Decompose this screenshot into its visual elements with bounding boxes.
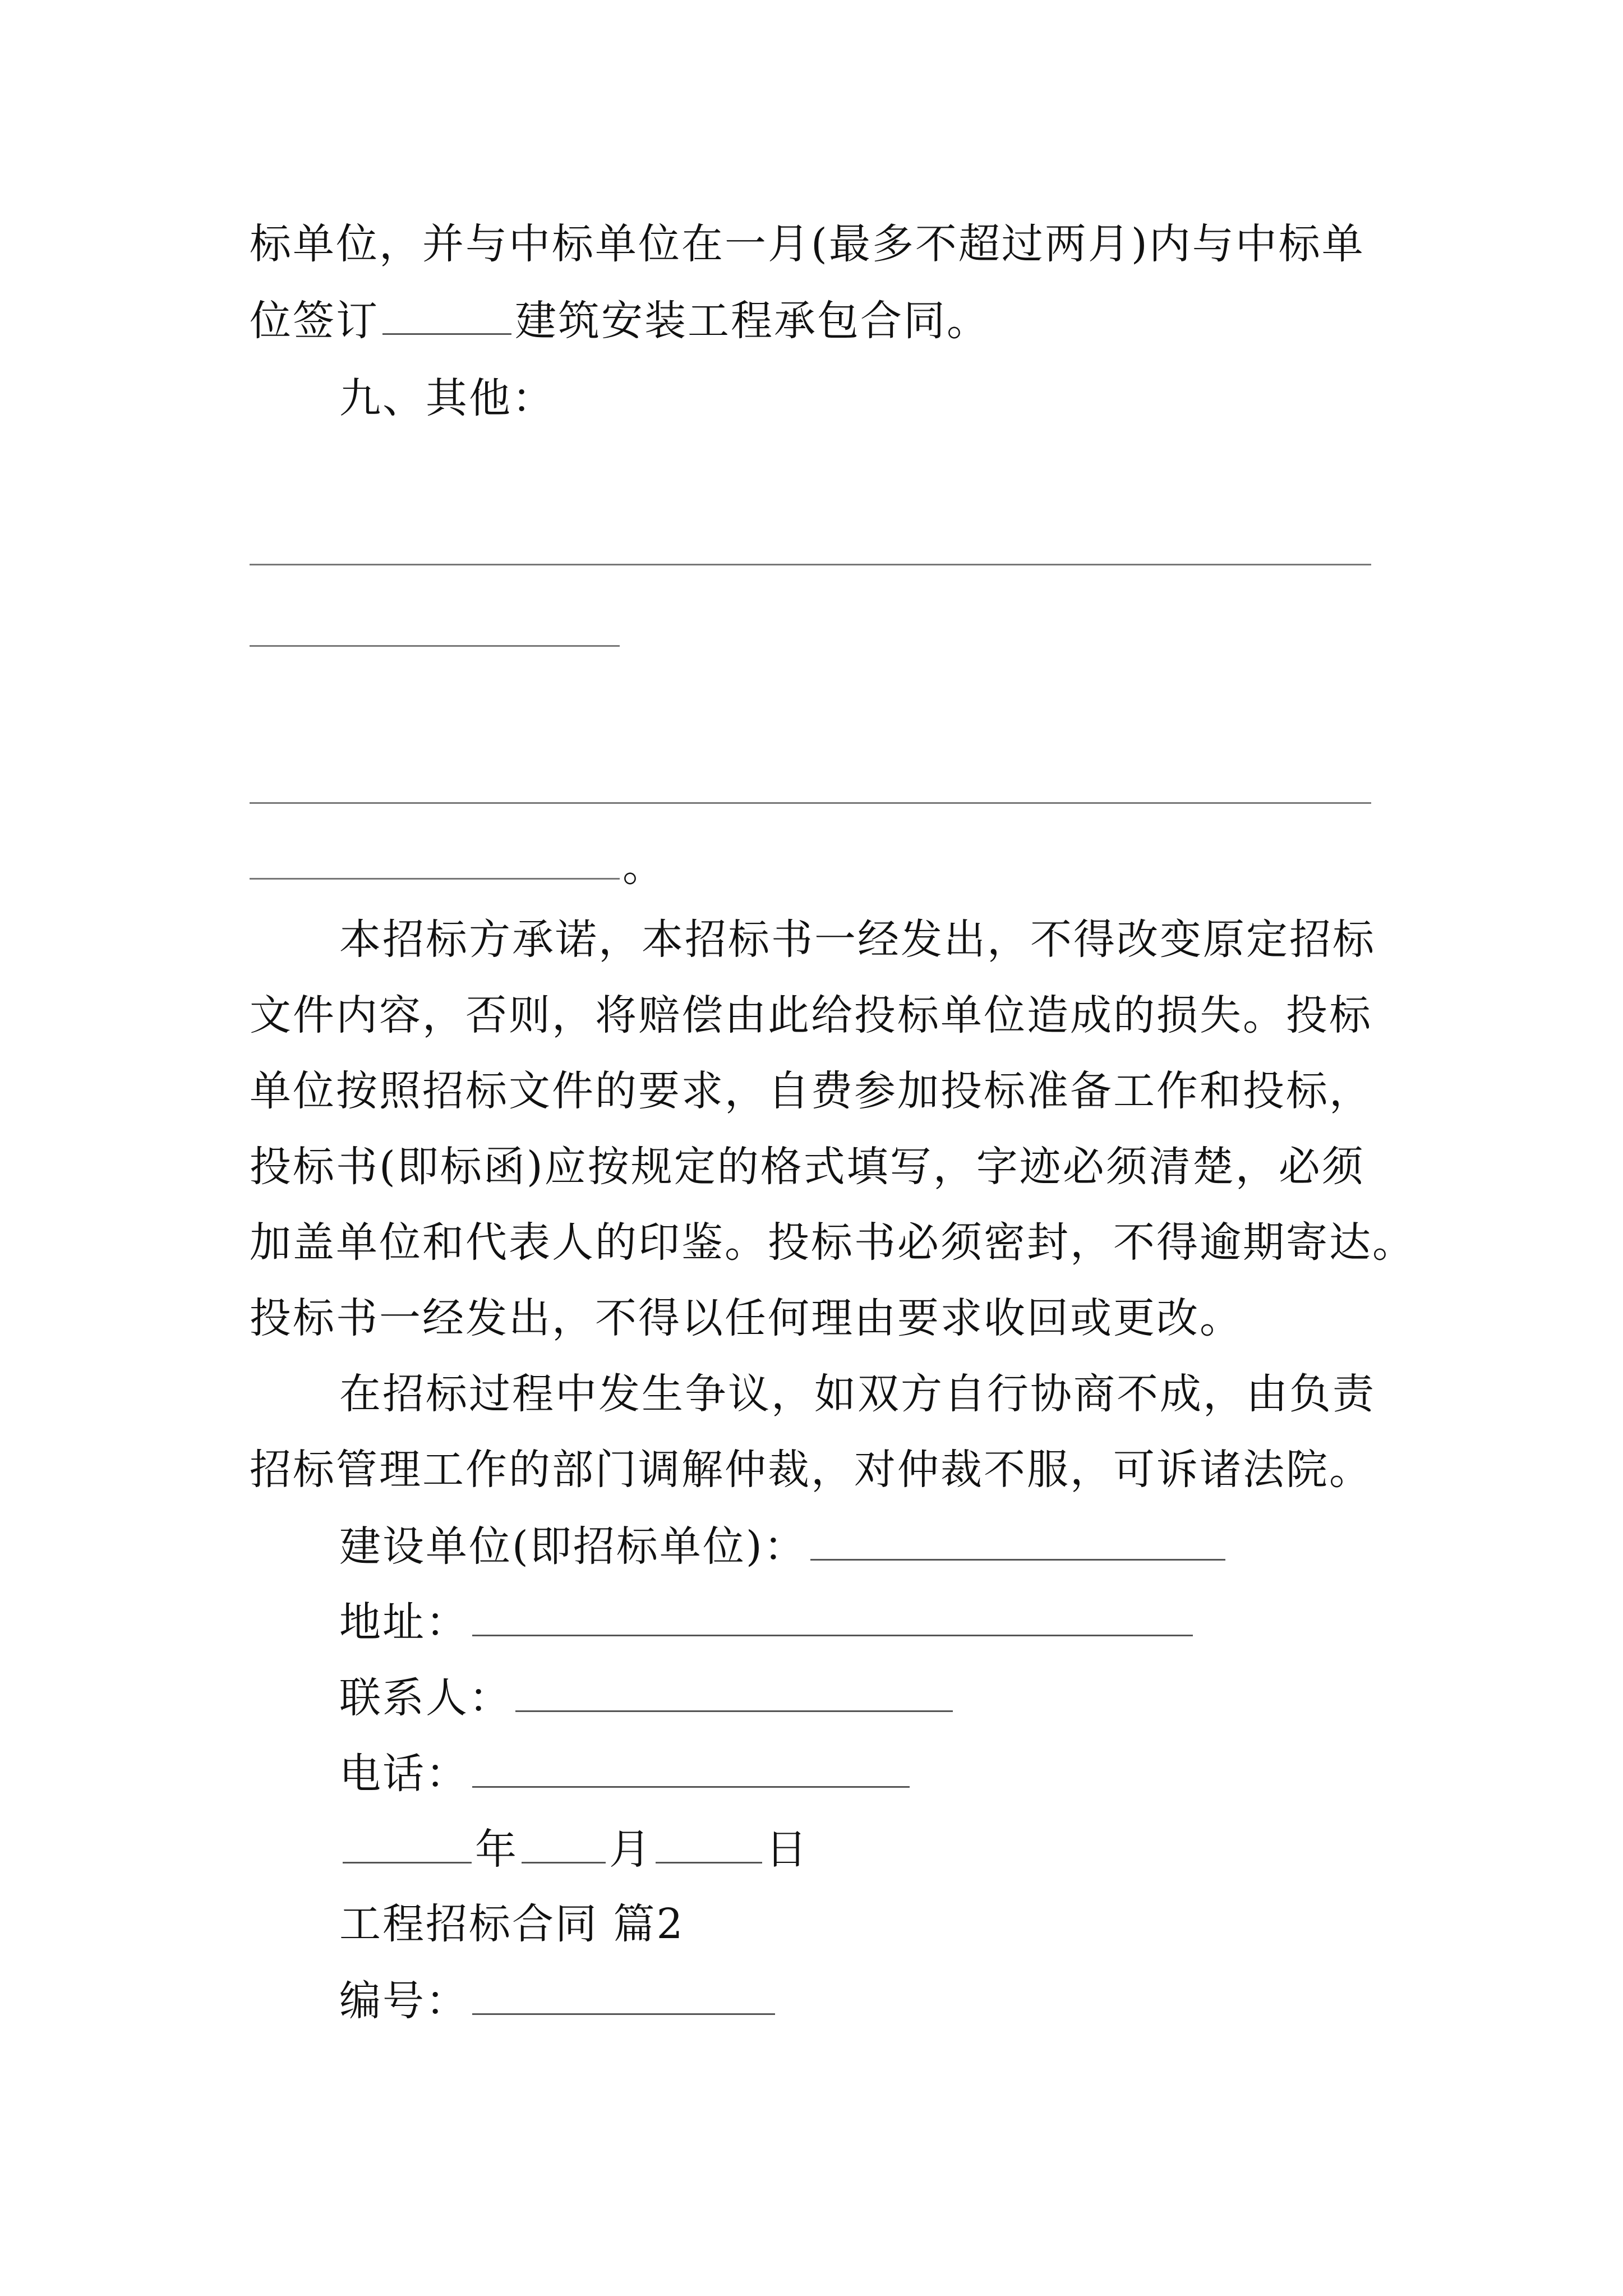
paragraph-line: 加盖单位和代表人的印鉴。投标书必须密封，不得逾期寄达。 (250, 1218, 1415, 1267)
address-label: 地址： (339, 1598, 469, 1646)
contact-blank (515, 1669, 953, 1712)
section-heading-other: 九、其他： (339, 374, 555, 422)
day-blank (656, 1820, 762, 1864)
month-blank (522, 1820, 606, 1864)
address-field (339, 1593, 1196, 1649)
fill-in-rule (250, 878, 620, 880)
contact-label: 联系人： (339, 1674, 512, 1722)
paragraph-line: 招标管理工作的部门调解仲裁，对仲裁不服，可诉诸法院。 (250, 1446, 1372, 1494)
end-period: 。 (623, 843, 666, 891)
sign-suffix: 建筑安装工程承包合同。 (515, 297, 990, 345)
paragraph-line: 在招标过程中发生争议，如双方自行协商不成，由负责 (339, 1370, 1376, 1418)
address-blank (472, 1593, 1193, 1636)
phone-label: 电话： (339, 1750, 469, 1798)
contact-field (339, 1669, 956, 1725)
year-blank (343, 1820, 472, 1864)
contract-signing-line (250, 292, 990, 348)
paragraph-line: 投标书一经发出，不得以任何理由要求收回或更改。 (250, 1294, 1243, 1342)
day-label: 日 (766, 1825, 809, 1874)
builder-field (339, 1517, 1229, 1573)
paragraph-line: 标单位，并与中标单位在一月(最多不超过两月)内与中标单 (250, 220, 1365, 268)
fill-in-rule (250, 564, 1371, 565)
number-label: 编号： (339, 1977, 469, 2025)
paragraph-line: 单位按照招标文件的要求，自费参加投标准备工作和投标， (250, 1067, 1372, 1115)
fill-in-rule (250, 802, 1371, 804)
contract-type-blank (382, 292, 511, 335)
phone-field (339, 1745, 913, 1801)
paragraph-line: 本招标方承诺，本招标书一经发出，不得改变原定招标 (339, 915, 1376, 964)
month-label: 月 (609, 1825, 652, 1874)
year-label: 年 (475, 1825, 518, 1874)
phone-blank (472, 1745, 910, 1788)
number-blank (472, 1972, 775, 2015)
number-field (339, 1972, 778, 2028)
builder-blank (810, 1517, 1225, 1561)
date-line (339, 1820, 809, 1876)
sign-prefix: 位签订 (250, 297, 379, 345)
fill-in-rule (250, 645, 620, 647)
next-section-title: 工程招标合同 篇2 (339, 1900, 685, 1948)
paragraph-line: 投标书(即标函)应按规定的格式填写，字迹必须清楚，必须 (250, 1143, 1365, 1191)
builder-label: 建设单位(即招标单位)： (339, 1522, 807, 1571)
paragraph-line: 文件内容，否则，将赔偿由此给投标单位造成的损失。投标 (250, 991, 1372, 1039)
